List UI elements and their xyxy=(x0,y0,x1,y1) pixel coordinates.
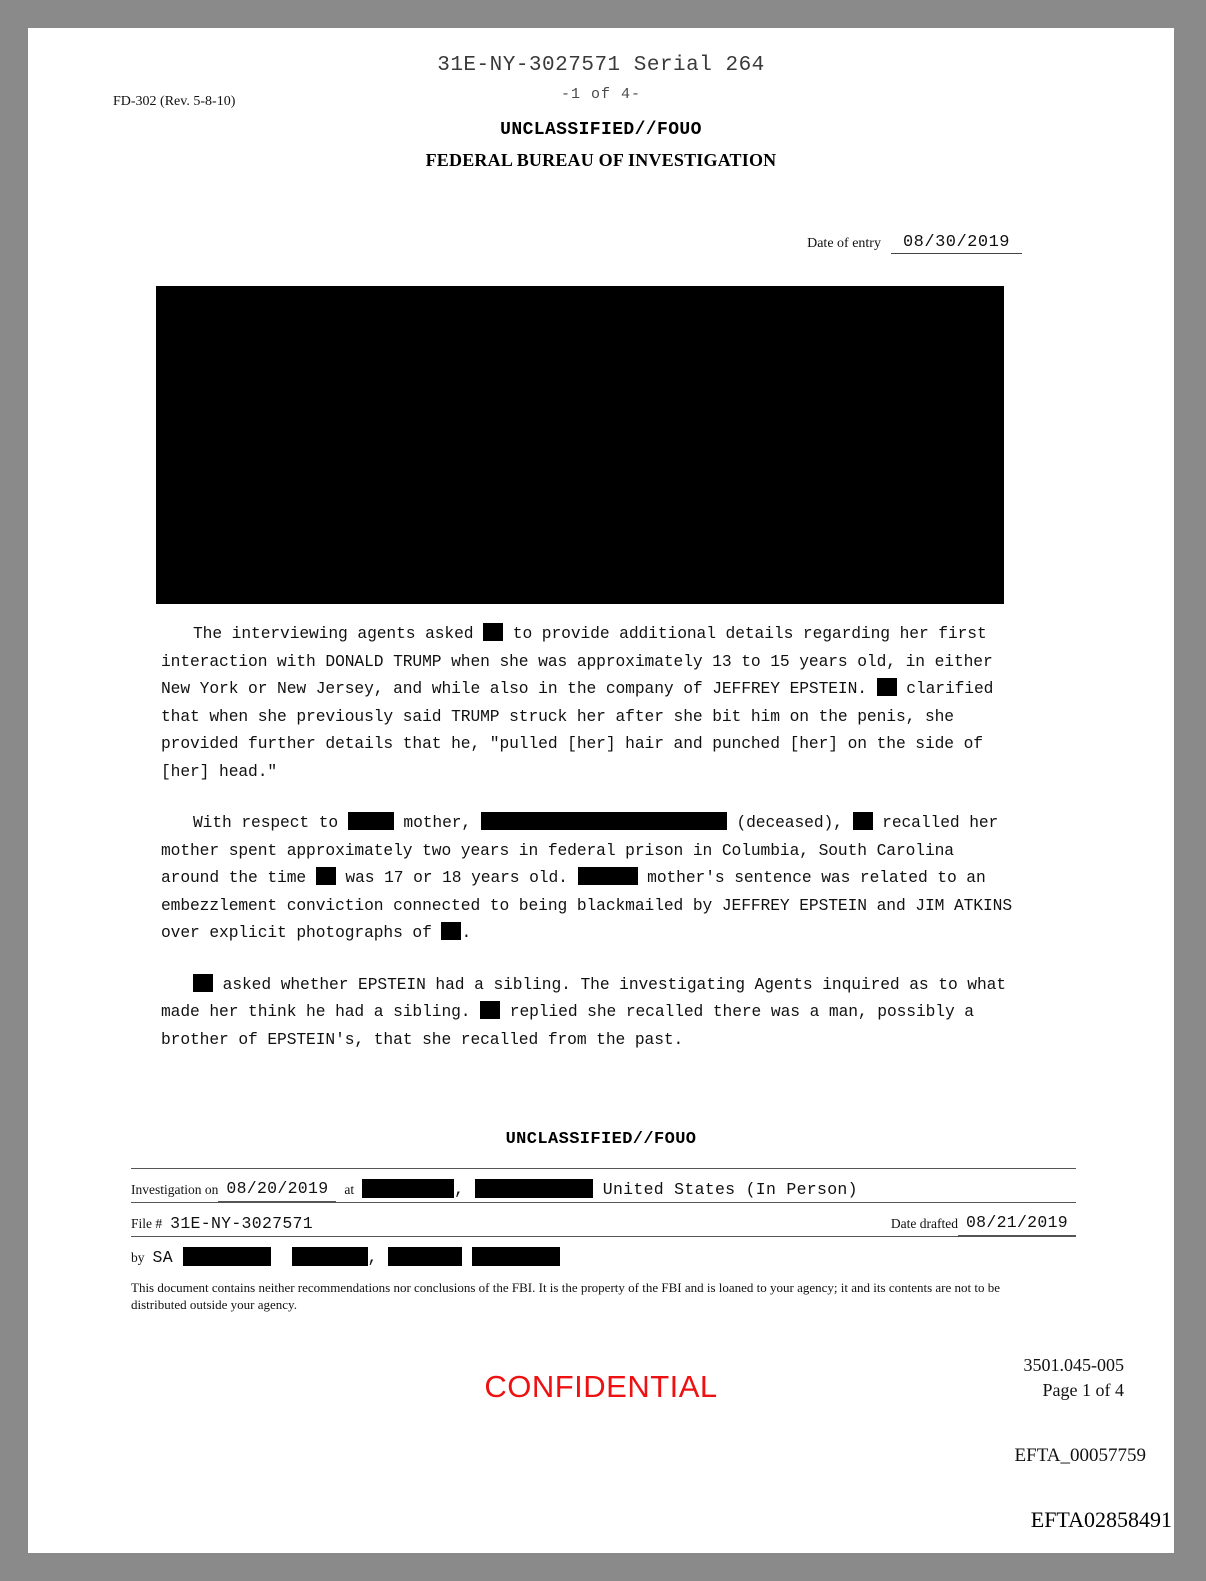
bates-number-primary: EFTA_00057759 xyxy=(1014,1445,1146,1466)
redaction-inline xyxy=(472,1247,560,1266)
form-footer xyxy=(131,1168,1076,1270)
redaction-inline xyxy=(193,974,213,992)
exhibit-number: 3501.045-005 xyxy=(1023,1355,1124,1375)
paragraph-2-text-d: recalled her mother spent approximately two years in federal prison in Columbia, South Carolina around the time xyxy=(161,813,999,887)
paragraph-1 xyxy=(161,620,1013,785)
bates-number-secondary: EFTA02858491 xyxy=(1030,1507,1172,1532)
paragraph-2-text-b: mother, xyxy=(393,813,481,832)
at-label: at xyxy=(344,1182,355,1197)
date-of-entry-field xyxy=(807,233,1022,254)
paragraph-3 xyxy=(161,971,1013,1054)
investigation-on-value: 08/20/2019 xyxy=(218,1179,336,1202)
redaction-inline xyxy=(362,1179,454,1198)
paragraph-1-text-b: to provide additional details regarding her first interaction with DONALD TRUMP when she was approximately 13 to 15 years old, in either New York or New Jersey, and while also in the company of JEFFREY EPSTEIN. xyxy=(161,624,993,698)
redaction-inline xyxy=(480,1001,500,1019)
paragraph-3-text-b: replied she recalled there was a man, possibly a brother of EPSTEIN's, that she recalled from the past. xyxy=(161,1002,974,1049)
redaction-inline xyxy=(292,1247,368,1266)
redaction-inline xyxy=(481,812,727,830)
paragraph-1-text-c: clarified that when she previously said TRUMP struck her after she bit him on the penis, she provided further details that he, "pulled [her] hair and punched [her] on the side of [her] head." xyxy=(161,679,994,781)
agency-title: FEDERAL BUREAU OF INVESTIGATION xyxy=(425,150,777,170)
paragraph-2-text-a: With respect to xyxy=(193,813,348,832)
form-identifier: FD-302 (Rev. 5-8-10) xyxy=(113,94,236,109)
paragraph-2-text-e: was 17 or 18 years old. xyxy=(335,868,578,887)
date-of-entry-label: Date of entry xyxy=(807,236,881,251)
by-label: by xyxy=(131,1250,145,1265)
narrative-body xyxy=(161,620,1013,1077)
date-drafted-value: 08/21/2019 xyxy=(958,1213,1076,1236)
paragraph-1-text-a: The interviewing agents asked xyxy=(193,624,484,643)
classification-banner-bottom: UNCLASSIFIED//FOUO xyxy=(505,1130,697,1149)
agent-signature: SA , xyxy=(145,1247,569,1270)
paragraph-2-text-f: mother's sentence was related to an embezzlement conviction connected to being blackmailed by JEFFREY EPSTEIN and JIM ATKINS over explicit photographs of xyxy=(161,868,1012,942)
redaction-inline xyxy=(578,867,638,885)
redaction-inline xyxy=(441,922,461,940)
redaction-inline xyxy=(877,678,897,696)
sa-label: SA xyxy=(152,1248,173,1267)
redaction-inline xyxy=(853,812,873,830)
redaction-inline xyxy=(388,1247,462,1266)
file-row xyxy=(131,1203,1076,1237)
paragraph-2-text-c: (deceased), xyxy=(726,813,853,832)
file-number-label: File # xyxy=(131,1216,163,1231)
classification-banner-top: UNCLASSIFIED//FOUO xyxy=(500,120,702,140)
date-drafted-label: Date drafted xyxy=(890,1216,958,1231)
fbi-disclaimer: This document contains neither recommendations nor conclusions of the FBI. It is the property of the FBI and is loaned to your agency; it and its contents are not to be distributed outside your agency. xyxy=(131,1280,1001,1312)
location-suffix: United States (In Person) xyxy=(602,1180,858,1199)
redaction-inline xyxy=(183,1247,271,1266)
confidential-stamp: CONFIDENTIAL xyxy=(484,1369,718,1404)
paragraph-3-text-a: asked whether EPSTEIN had a sibling. The investigating Agents inquired as to what made her think he had a sibling. xyxy=(161,974,1006,1021)
page-indicator-top: -1 of 4- xyxy=(560,86,641,103)
file-number-value: 31E-NY-3027571 xyxy=(170,1214,313,1233)
redaction-inline xyxy=(316,867,336,885)
document-page xyxy=(28,28,1174,1553)
redaction-block-large xyxy=(156,286,1004,604)
case-serial-number: 31E-NY-3027571 Serial 264 xyxy=(437,54,765,77)
exhibit-block xyxy=(1024,1353,1125,1403)
by-row xyxy=(131,1237,1076,1270)
paragraph-2 xyxy=(161,809,1013,947)
investigation-on-label: Investigation on xyxy=(131,1182,219,1197)
investigation-row xyxy=(131,1168,1076,1203)
date-of-entry-value: 08/30/2019 xyxy=(891,233,1022,254)
paragraph-2-text-g: . xyxy=(461,923,472,942)
redaction-inline xyxy=(483,623,503,641)
redaction-inline xyxy=(348,812,394,830)
investigation-location: , United States (In Person) xyxy=(354,1179,866,1202)
page-number: Page 1 of 4 xyxy=(1042,1380,1124,1400)
redaction-inline xyxy=(475,1179,593,1198)
